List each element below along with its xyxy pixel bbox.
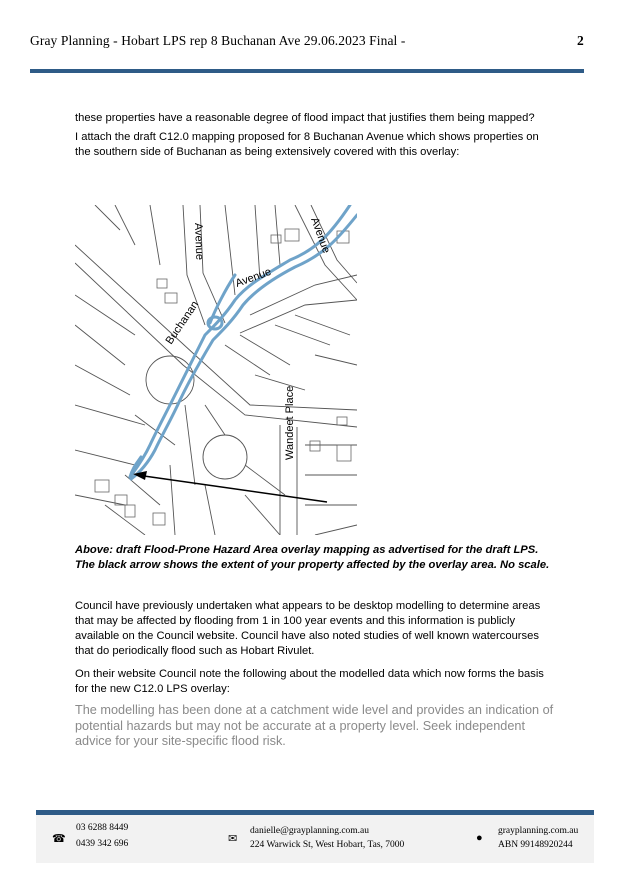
paragraph-3: Council have previously undertaken what appears to be desktop modelling to determine areas that may be affected by flooding from 1 in 100 year events and this information is publicly available on the Council website. Council have also noted studies of well known watercourses that do periodically flood such as Hobart Rivulet. <box>75 600 541 657</box>
body-section-top <box>75 111 545 160</box>
label-buchanan: Buchanan <box>163 298 202 347</box>
flood-overlay-map <box>75 205 357 535</box>
globe-icon: ● <box>476 832 483 844</box>
header-divider <box>30 69 584 73</box>
paragraph-1: these properties have a reasonable degree of flood impact that justifies them being mapped? <box>75 112 535 124</box>
website-link[interactable]: grayplanning.com.au <box>498 826 579 836</box>
phone-number-1: 03 6288 8449 <box>76 823 129 833</box>
page-footer <box>36 815 594 863</box>
phone-number-2: 0439 342 696 <box>76 839 129 849</box>
abn-number: ABN 99148920244 <box>498 840 573 850</box>
label-avenue-right: Avenue <box>308 215 333 255</box>
label-avenue-mid: Avenue <box>233 265 273 290</box>
body-section-bottom <box>75 599 545 697</box>
figure-caption <box>75 543 555 573</box>
label-avenue-left: Avenue <box>192 222 206 261</box>
paragraph-2: I attach the draft C12.0 mapping proposed for 8 Buchanan Avenue which shows properties on the southern side of Buchanan as being extensively covered with this overlay: <box>75 131 539 158</box>
paragraph-4: On their website Council note the following about the modelled data which now forms the basis for the new C12.0 LPS overlay: <box>75 668 544 695</box>
phone-icon: ☎ <box>52 833 66 845</box>
page-number: 2 <box>577 33 584 48</box>
email-address[interactable]: danielle@grayplanning.com.au <box>250 826 370 836</box>
page-header-title: Gray Planning - Hobart LPS rep 8 Buchanan Ave 29.06.2023 Final - <box>30 33 406 48</box>
label-wandeet-place: Wandeet Place <box>284 385 296 460</box>
quoted-disclaimer: The modelling has been done at a catchment wide level and provides an indication of potential hazards but may not be accurate at a property level. Seek independent advice for your site-specific flood risk. <box>75 703 554 748</box>
caption-line-2: The black arrow shows the extent of your property affected by the overlay area. No scale. <box>75 559 550 571</box>
caption-line-1: Above: draft Flood-Prone Hazard Area overlay mapping as advertised for the draft LPS. <box>75 544 539 556</box>
mail-icon: ✉ <box>228 833 238 845</box>
postal-address: 224 Warwick St, West Hobart, Tas, 7000 <box>250 840 405 850</box>
